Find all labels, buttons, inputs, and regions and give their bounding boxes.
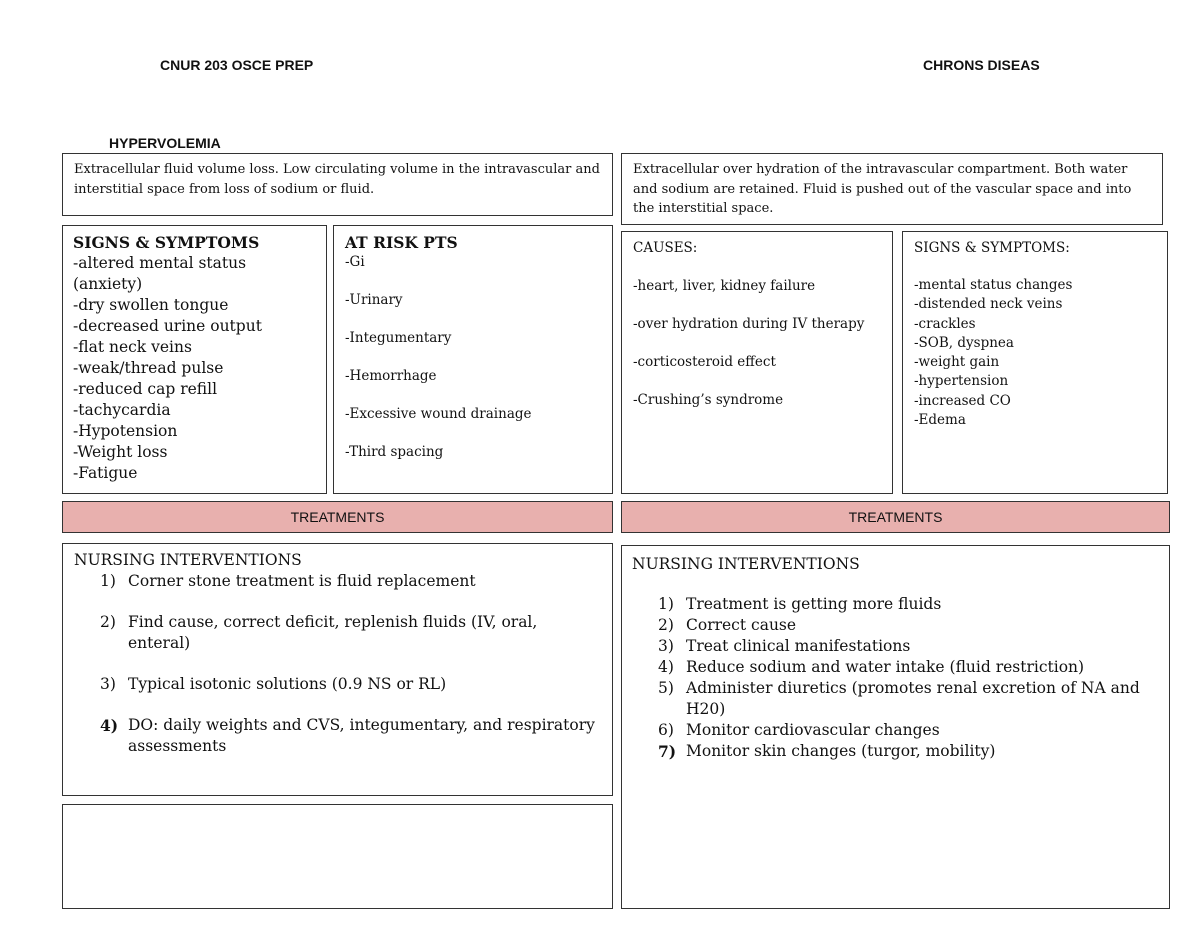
left-risk-box <box>333 225 613 494</box>
list-item: -crackles <box>914 315 976 332</box>
list-item-number: 4) <box>100 716 119 735</box>
list-item: -flat neck veins <box>73 338 192 356</box>
list-item: -Edema <box>914 412 966 429</box>
doc-title-right: CHRONS DISEAS <box>923 57 1040 73</box>
section-title: HYPERVOLEMIA <box>109 135 221 151</box>
list-item: -Gi <box>345 254 365 270</box>
list-item: -decreased urine output <box>73 317 262 335</box>
left-risk-list <box>345 253 601 462</box>
right-treatments-banner: TREATMENTS <box>621 501 1170 533</box>
list-item-number: 5) <box>658 679 674 697</box>
list-item: -dry swollen tongue <box>73 296 229 314</box>
left-definition-box <box>62 153 613 216</box>
list-item <box>632 741 1159 762</box>
left-risk-title: AT RISK PTS <box>345 233 458 252</box>
list-item-number: 1) <box>100 572 116 590</box>
left-nursing-title: NURSING INTERVENTIONS <box>74 551 302 569</box>
list-item <box>632 594 1159 615</box>
list-item: -SOB, dyspnea <box>914 334 1014 351</box>
list-item-text: Administer diuretics (promotes renal excretion of NA and H20) <box>686 679 1140 718</box>
left-definition-text: Extracellular fluid volume loss. Low circulating volume in the intravascular and interstitial space from loss of sodium or fluid. <box>74 162 600 197</box>
right-signs-list <box>914 276 1156 430</box>
list-item-text: Find cause, correct deficit, replenish fluids (IV, oral, enteral) <box>128 613 538 652</box>
list-item <box>632 720 1159 741</box>
right-causes-list <box>633 276 881 410</box>
list-item: -tachycardia <box>73 401 171 419</box>
list-item: -Urinary <box>345 292 403 308</box>
list-item <box>632 657 1159 678</box>
right-definition-box <box>621 153 1163 225</box>
left-nursing-box <box>62 543 613 796</box>
list-item: -over hydration during IV therapy <box>633 316 865 332</box>
list-item-text: Reduce sodium and water intake (fluid restriction) <box>686 658 1085 676</box>
list-item: -Hypotension <box>73 422 178 440</box>
left-signs-title: SIGNS & SYMPTOMS <box>73 233 260 252</box>
list-item: -hypertension <box>914 373 1009 390</box>
right-causes-title: CAUSES: <box>633 240 698 256</box>
list-item <box>74 612 601 654</box>
list-item-number: 3) <box>100 675 116 693</box>
list-item: -Fatigue <box>73 464 138 482</box>
left-nursing-list <box>74 571 601 757</box>
list-item-text: Treat clinical manifestations <box>686 637 911 655</box>
right-definition-text: Extracellular over hydration of the intravascular compartment. Both water and sodium are retained. Fluid is pushed out of the vascular space and into the interstitial space. <box>633 162 1132 216</box>
list-item: -Third spacing <box>345 444 444 460</box>
doc-title-left: CNUR 203 OSCE PREP <box>160 57 314 73</box>
left-signs-list <box>73 253 316 484</box>
list-item: -mental status changes <box>914 277 1073 293</box>
list-item <box>74 715 601 757</box>
list-item-number: 2) <box>100 613 116 631</box>
list-item: -distended neck veins <box>914 296 1063 313</box>
list-item: -Hemorrhage <box>345 368 437 384</box>
list-item <box>74 571 601 592</box>
list-item-number: 3) <box>658 637 674 655</box>
list-item-number: 1) <box>658 595 674 613</box>
list-item-number: 6) <box>658 721 674 739</box>
left-treatments-banner: TREATMENTS <box>62 501 613 533</box>
list-item-text: Typical isotonic solutions (0.9 NS or RL) <box>128 675 447 693</box>
list-item: -weight gain <box>914 354 1000 371</box>
right-causes-box <box>621 231 893 494</box>
right-nursing-box <box>621 545 1170 909</box>
list-item: -corticosteroid effect <box>633 354 776 370</box>
right-signs-box <box>902 231 1168 494</box>
list-item <box>74 674 601 695</box>
right-nursing-title: NURSING INTERVENTIONS <box>632 555 860 573</box>
list-item-text: Monitor skin changes (turgor, mobility) <box>686 742 996 760</box>
list-item-number: 2) <box>658 616 674 634</box>
list-item-text: Correct cause <box>686 616 797 634</box>
list-item <box>632 636 1159 657</box>
list-item: -Integumentary <box>345 330 452 346</box>
left-signs-box <box>62 225 327 494</box>
list-item: -Crushing’s syndrome <box>633 392 784 408</box>
list-item <box>632 678 1159 720</box>
list-item: -Excessive wound drainage <box>345 406 532 422</box>
list-item: -reduced cap refill <box>73 380 218 398</box>
left-empty-box <box>62 804 613 909</box>
list-item: -altered mental status (anxiety) <box>73 254 247 293</box>
list-item-text: Corner stone treatment is fluid replacement <box>128 572 476 590</box>
list-item-text: Monitor cardiovascular changes <box>686 721 940 739</box>
list-item: -increased CO <box>914 392 1011 409</box>
list-item-text: DO: daily weights and CVS, integumentary, and respiratory assessments <box>128 716 595 755</box>
list-item: -Weight loss <box>73 443 168 461</box>
list-item: -weak/thread pulse <box>73 359 224 377</box>
list-item-text: Treatment is getting more fluids <box>686 595 942 613</box>
right-nursing-list <box>632 594 1159 762</box>
list-item: -heart, liver, kidney failure <box>633 278 816 294</box>
list-item-number: 4) <box>658 658 674 676</box>
list-item <box>632 615 1159 636</box>
list-item-number: 7) <box>658 742 677 761</box>
right-signs-title: SIGNS & SYMPTOMS: <box>914 240 1070 256</box>
